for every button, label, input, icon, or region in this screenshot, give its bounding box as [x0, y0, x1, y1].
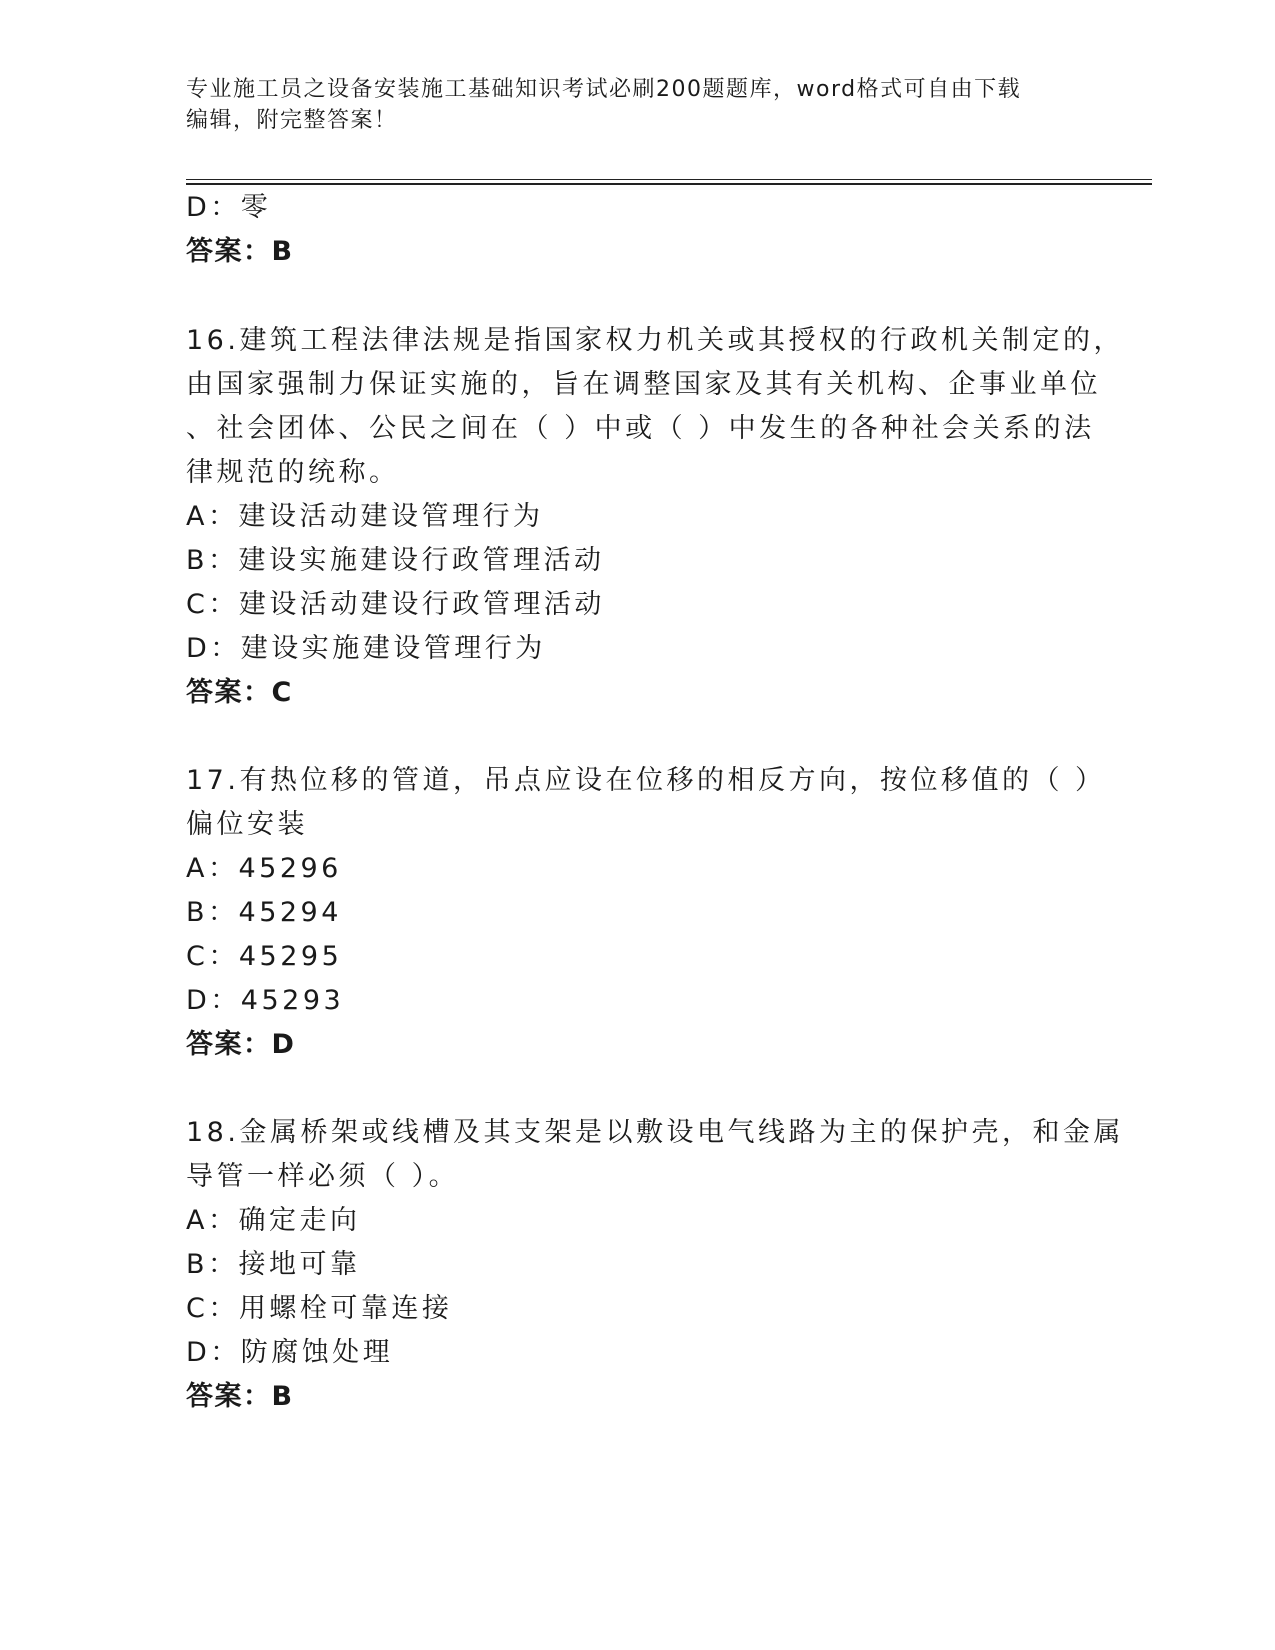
question-stem-line: 、社会团体、公民之间在（ ）中或（ ）中发生的各种社会关系的法	[186, 413, 1095, 444]
option-d: D：建设实施建设管理行为	[186, 633, 546, 664]
prev-option-d: D：零	[186, 192, 272, 223]
header-line-2: 编辑，附完整答案！	[186, 108, 398, 133]
answer: 答案：D	[186, 1029, 296, 1060]
option-a: A：45296	[186, 853, 342, 884]
document-header	[186, 74, 1086, 136]
question-stem-line: 导管一样必须（ ）。	[186, 1161, 460, 1192]
option-d: D：防腐蚀处理	[186, 1337, 394, 1368]
option-c: C：建设活动建设行政管理活动	[186, 589, 605, 620]
question-stem-line: 由国家强制力保证实施的，旨在调整国家及其有关机构、企事业单位	[186, 369, 1101, 400]
question-stem-line: 律规范的统称。	[186, 457, 400, 488]
question-stem-line: 偏位安装	[186, 809, 308, 840]
header-line-1: 专业施工员之设备安装施工基础知识考试必刷200题题库，word格式可自由下载	[186, 77, 1022, 102]
prev-answer: 答案：B	[186, 236, 294, 267]
question-stem-line: 16.建筑工程法律法规是指国家权力机关或其授权的行政机关制定的，	[186, 325, 1124, 356]
header-divider-thin	[186, 179, 1152, 180]
option-a: A：建设活动建设管理行为	[186, 501, 544, 532]
option-c: C：用螺栓可靠连接	[186, 1293, 453, 1324]
option-c: C：45295	[186, 941, 343, 972]
header-divider-thick	[186, 183, 1152, 185]
answer: 答案：B	[186, 1381, 294, 1412]
question-stem-line: 18.金属桥架或线槽及其支架是以敷设电气线路为主的保护壳，和金属	[186, 1117, 1124, 1148]
option-b: B：接地可靠	[186, 1249, 361, 1280]
option-a: A：确定走向	[186, 1205, 361, 1236]
answer: 答案：C	[186, 677, 293, 708]
option-b: B：45294	[186, 897, 342, 928]
question-stem-line: 17.有热位移的管道，吊点应设在位移的相反方向，按位移值的（ ）	[186, 765, 1106, 796]
option-d: D：45293	[186, 985, 345, 1016]
option-b: B：建设实施建设行政管理活动	[186, 545, 605, 576]
